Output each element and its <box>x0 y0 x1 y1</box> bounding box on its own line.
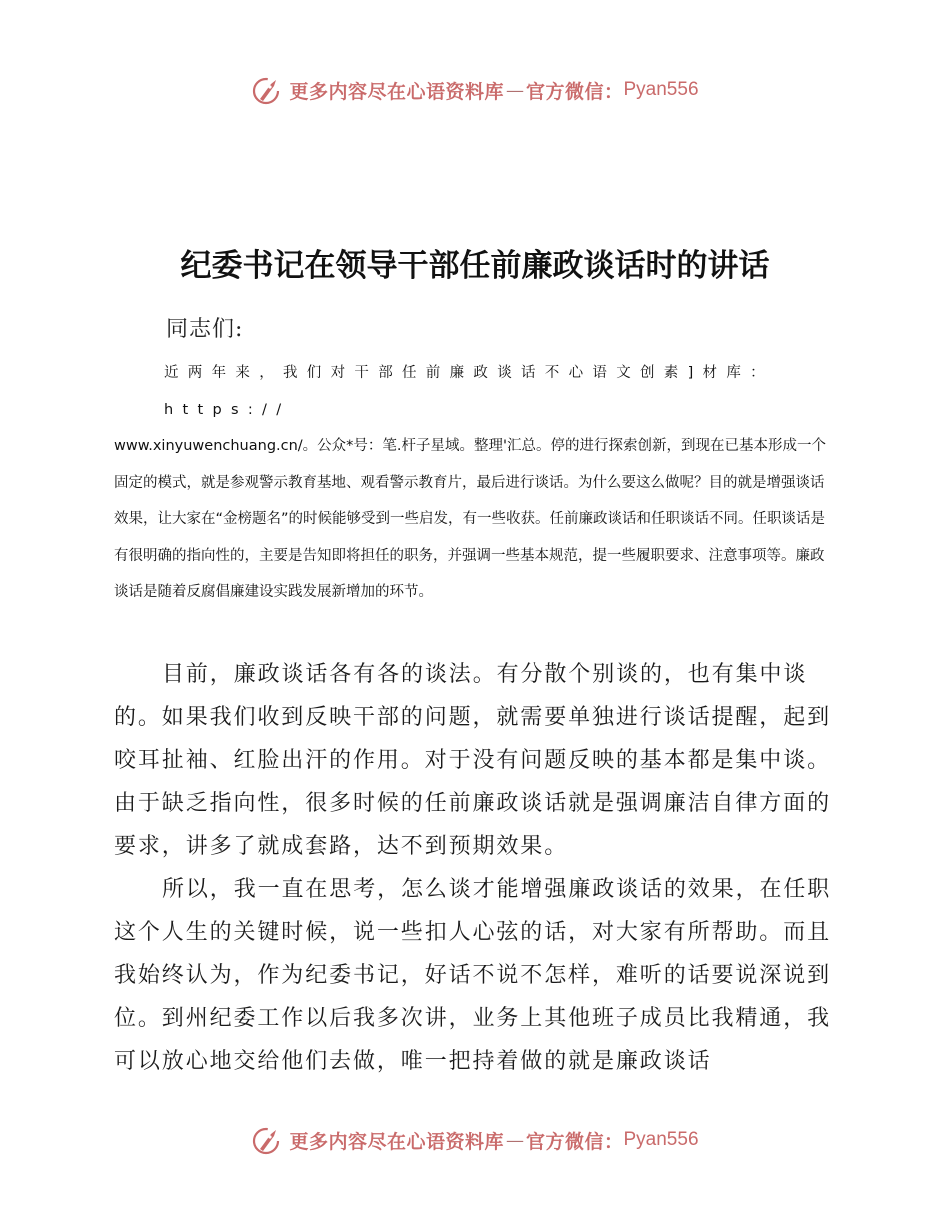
banner-label: 官方微信： <box>525 80 624 103</box>
banner-label: 官方微信： <box>525 1130 624 1153</box>
wechat-id: Pyan556 <box>623 79 699 100</box>
banner-text: 更多内容尽在心语资料库 <box>289 1130 504 1153</box>
document-title: 纪委书记在领导干部任前廉政谈话时的讲话 <box>180 248 770 284</box>
paragraph-1-body: www.xinyuwenchuang.cn/。公众*号：笔.杆子星域。整理'汇总。停的进行探索创新，到现在已基本形成一个固定的模式，就是参观警示教育基地、观看警示教育片，最后进行谈话。为什么要这么做呢？目的就是增强谈话效果，让大家在“金榜题名”的时候能够受到一些启发，有一些收获。任前廉政谈话和任职谈话不同。任职谈话是有很明确的指向性的，主要是告知即将担任的职务，并强调一些基本规范，提一些履职要求、注意事项等。廉政谈话是随着反腐倡廉建设实践发展新增加的环节。 <box>114 438 827 600</box>
header-banner <box>0 70 950 110</box>
paragraph-2: 目前，廉政谈话各有各的谈法。有分散个别谈的，也有集中谈的。如果我们收到反映干部的问题，就需要单独进行谈话提醒，起到咬耳扯袖、红脸出汗的作用。对于没有问题反映的基本都是集中谈。由于缺乏指向性，很多时候的任前廉政谈话就是强调廉洁自律方面的要求，讲多了就成套路，达不到预期效果。 <box>114 662 832 859</box>
paragraph-1-first-line: 近两年来，我们对干部任前廉政谈话不心语文创素]材库：https:// <box>164 365 774 418</box>
banner-separator: — <box>505 79 524 101</box>
wechat-id: Pyan556 <box>623 1129 699 1150</box>
salutation: 同志们: <box>166 317 244 342</box>
paragraph-3: 所以，我一直在思考，怎么谈才能增强廉政谈话的效果，在任职这个人生的关键时候，说一些扣人心弦的话，对大家有所帮助。而且我始终认为，作为纪委书记，好话不说不怎样，难听的话要说深说到位。到州纪委工作以后我多次讲，业务上其他班子成员比我精通，我可以放心地交给他们去做，唯一把持着做的就是廉政谈话 <box>114 877 832 1074</box>
paragraph-1 <box>114 355 838 611</box>
banner-text: 更多内容尽在心语资料库 <box>289 80 504 103</box>
banner-separator: — <box>505 1129 524 1151</box>
pen-nib-logo-icon <box>251 73 285 107</box>
footer-banner <box>0 1120 950 1160</box>
pen-nib-logo-icon <box>251 1123 285 1157</box>
